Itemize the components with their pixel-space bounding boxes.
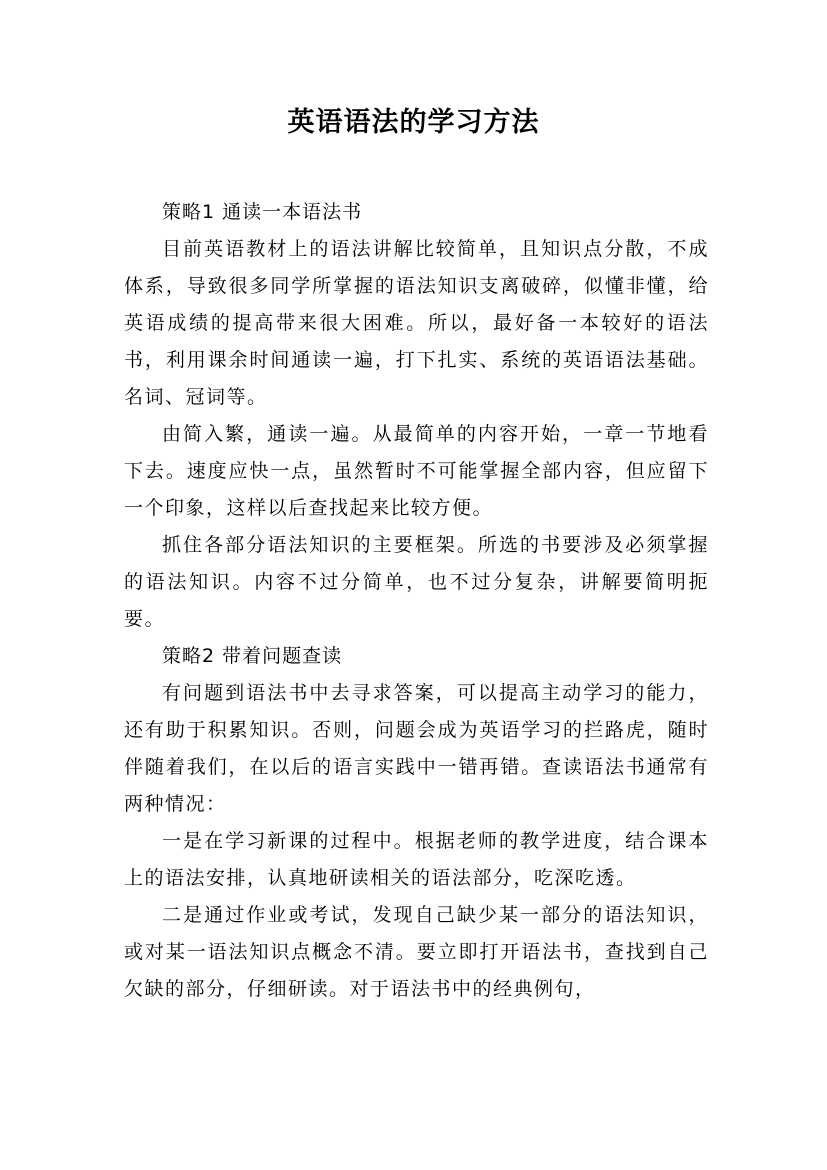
paragraph: 二是通过作业或考试，发现自己缺少某一部分的语法知识，或对某一语法知识点概念不清。要立即打开语法书，查找到自己欠缺的部分，仔细研读。对于语法书中的经典例句， bbox=[124, 904, 709, 1000]
paragraph: 一是在学习新课的过程中。根据老师的教学进度，结合课本上的语法安排，认真地研读相关的语法部分，吃深吃透。 bbox=[124, 830, 709, 889]
paragraph: 抓住各部分语法知识的主要框架。所选的书要涉及必须掌握的语法知识。内容不过分简单，也不过分复杂，讲解要简明扼要。 bbox=[124, 534, 709, 630]
strategy-1-heading: 策略1 通读一本语法书 bbox=[162, 201, 363, 223]
paragraph: 目前英语教材上的语法讲解比较简单，且知识点分散，不成体系，导致很多同学所掌握的语法知识支离破碎，似懂非懂，给英语成绩的提高带来很大困难。所以，最好备一本较好的语法书，利用课余时间通读一遍，打下扎实、系统的英语语法基础。名词、冠词等。 bbox=[124, 238, 709, 408]
document-body bbox=[124, 194, 709, 1008]
paragraph: 有问题到语法书中去寻求答案，可以提高主动学习的能力，还有助于积累知识。否则，问题会成为英语学习的拦路虎，随时伴随着我们，在以后的语言实践中一错再错。查读语法书通常有两种情况： bbox=[124, 682, 709, 815]
document-title: 英语语法的学习方法 bbox=[287, 107, 540, 138]
paragraph: 由简入繁，通读一遍。从最简单的内容开始，一章一节地看下去。速度应快一点，虽然暂时不可能掌握全部内容，但应留下一个印象，这样以后查找起来比较方便。 bbox=[124, 423, 709, 519]
strategy-2-heading: 策略2 带着问题查读 bbox=[162, 645, 343, 667]
